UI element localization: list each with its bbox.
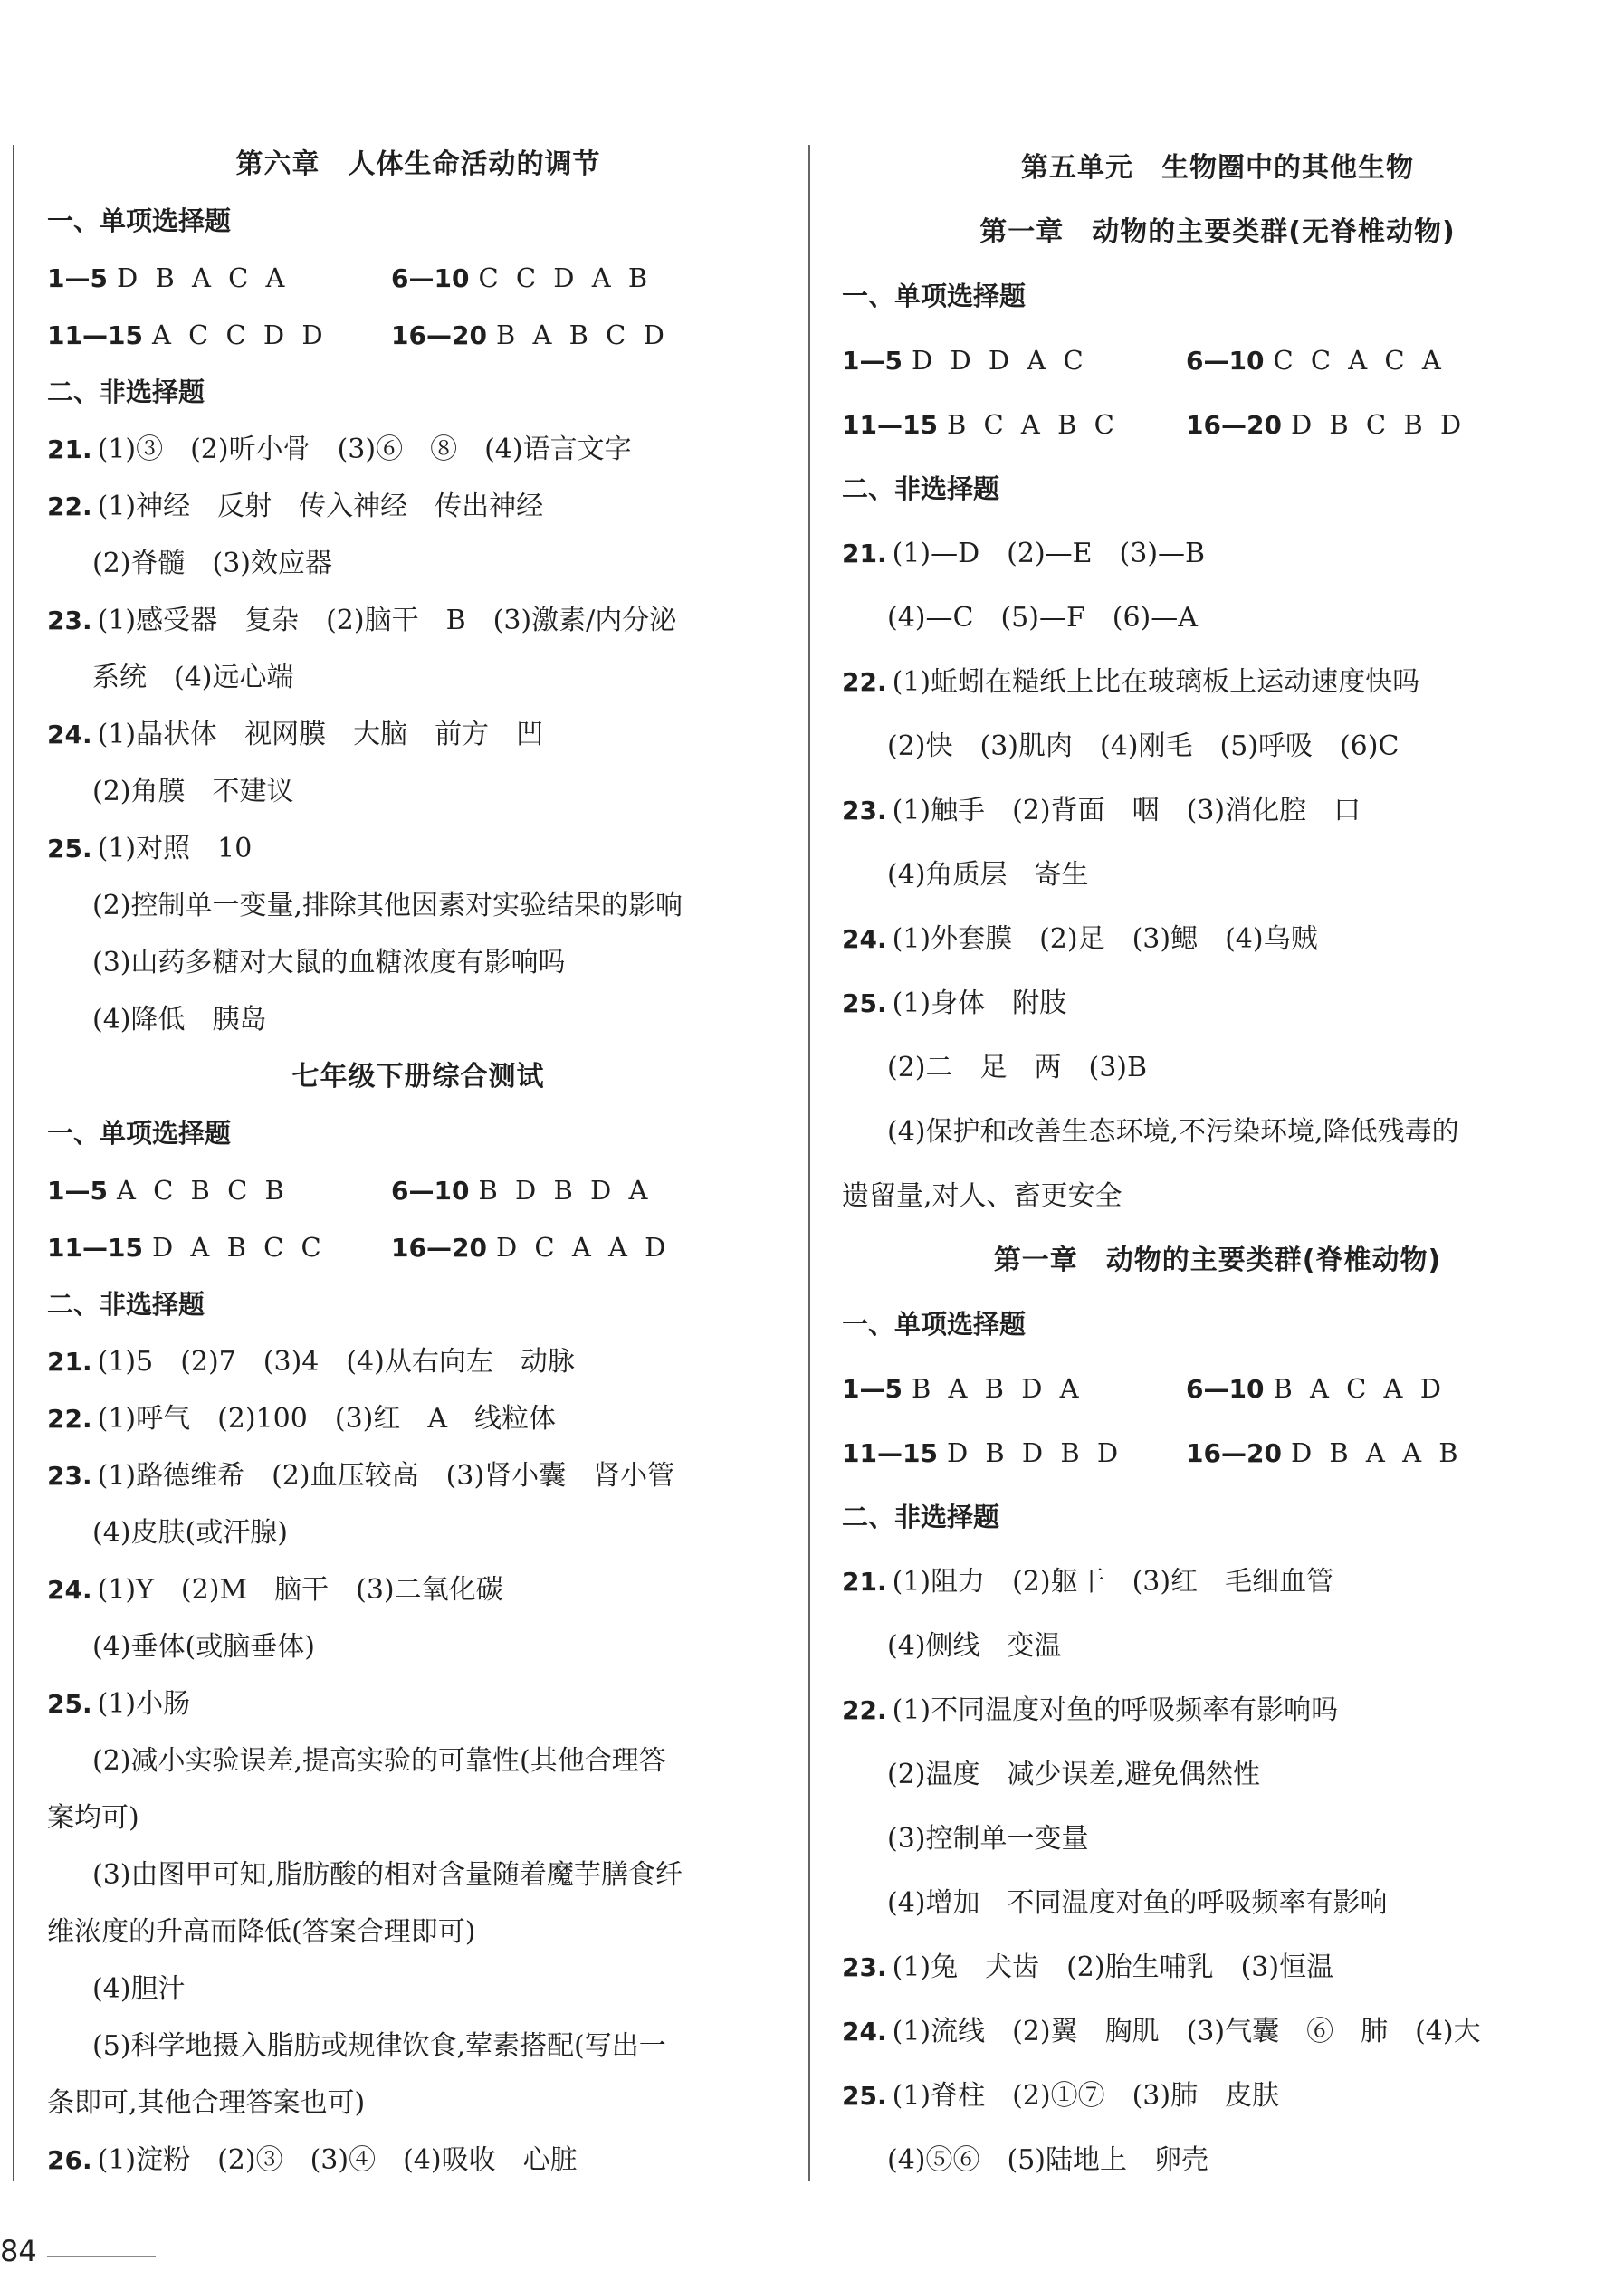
question-answer	[842, 907, 1593, 971]
choice-answer-group	[1186, 393, 1530, 457]
answer-continuation: (2)温度 减少误差,避免偶然性	[887, 1759, 1261, 1790]
choice-answers: D B A A B	[1290, 1437, 1463, 1468]
section-heading: 一、单项选择题	[842, 281, 1027, 311]
question-answer	[842, 778, 1593, 843]
choice-answers: B A B C D	[495, 320, 669, 350]
choice-answer-row	[47, 250, 789, 307]
question-number: 21.	[47, 1347, 92, 1377]
answer-continuation: (2)控制单一变量,排除其他因素对实验结果的影响	[92, 890, 683, 921]
answer-text: (1)Y (2)M 脑干 (3)二氧化碳	[97, 1574, 503, 1606]
question-number: 23.	[47, 606, 92, 635]
question-number: 25.	[47, 1689, 92, 1719]
answer-continuation: (4)保护和改善生态环境,不污染环境,降低残毒的	[887, 1116, 1459, 1148]
answer-continuation: (4)—C (5)—F (6)—A	[887, 602, 1198, 634]
section-heading: 二、非选择题	[842, 1502, 1000, 1532]
choice-answers: B D B D A	[478, 1175, 653, 1206]
answer-text: (1)晶状体 视网膜 大脑 前方 凹	[97, 719, 544, 750]
answer-text: (1)小肠	[97, 1688, 191, 1720]
question-number: 23.	[842, 796, 887, 825]
question-number: 22.	[47, 491, 92, 521]
question-answer	[47, 1675, 789, 1732]
question-answer	[47, 1390, 789, 1447]
section-heading: 一、单项选择题	[47, 205, 232, 236]
answer-continuation: 系统 (4)远心端	[92, 662, 294, 693]
choice-answer-group	[47, 307, 391, 364]
answer-continuation: (4)角质层 寄生	[887, 859, 1089, 891]
answer-continuation: (2)二 足 两 (3)B	[887, 1052, 1148, 1083]
question-number: 22.	[47, 1404, 92, 1434]
answer-wrap-line: 案均可)	[47, 1802, 139, 1834]
chapter-title: 第一章 动物的主要类群(脊椎动物)	[993, 1245, 1442, 1276]
question-range: 11—15	[842, 1438, 938, 1468]
question-number: 26.	[47, 2145, 92, 2175]
answer-text: (1)感受器 复杂 (2)脑干 B (3)激素/内分泌	[97, 605, 677, 636]
question-number: 23.	[47, 1461, 92, 1491]
answer-continuation: (4)⑤⑥ (5)陆地上 卵壳	[887, 2144, 1208, 2176]
choice-answer-group	[47, 1219, 391, 1276]
choice-answer-row	[47, 307, 789, 364]
choice-answer-row	[47, 1219, 789, 1276]
answer-text: (1)身体 附肢	[892, 988, 1067, 1019]
question-answer	[842, 1678, 1593, 1742]
question-range: 1—5	[47, 263, 108, 293]
choice-answer-row	[842, 1421, 1593, 1485]
choice-answer-group	[842, 329, 1186, 393]
answer-wrap-line: 条即可,其他合理答案也可)	[47, 2087, 366, 2119]
question-answer	[47, 820, 789, 877]
question-answer	[842, 521, 1593, 586]
choice-answers: D A B C C	[151, 1232, 326, 1263]
question-answer	[47, 478, 789, 535]
question-answer	[47, 1561, 789, 1618]
choice-answers: C C D A B	[478, 262, 653, 293]
question-number: 24.	[842, 2017, 887, 2047]
question-answer	[47, 706, 789, 763]
answer-wrap-line: 维浓度的升高而降低(答案合理即可)	[47, 1916, 476, 1948]
question-range: 16—20	[391, 320, 487, 350]
question-range: 16—20	[1186, 410, 1282, 440]
question-number: 25.	[842, 988, 887, 1018]
question-number: 21.	[842, 539, 887, 568]
chapter-title: 七年级下册综合测试	[291, 1061, 545, 1093]
choice-answer-row	[842, 1357, 1593, 1421]
question-number: 24.	[842, 924, 887, 954]
choice-answer-group	[842, 1357, 1186, 1421]
answer-text: (1)阻力 (2)躯干 (3)红 毛细血管	[892, 1566, 1334, 1598]
question-number: 25.	[47, 834, 92, 864]
choice-answer-group	[47, 1162, 391, 1219]
choice-answer-group	[47, 250, 391, 307]
choice-answers: D D D A C	[911, 345, 1088, 376]
answer-continuation: (4)胆汁	[92, 1973, 186, 2005]
answer-text: (1)外套膜 (2)足 (3)鳃 (4)乌贼	[892, 923, 1318, 955]
chapter-title: 第六章 人体生命活动的调节	[235, 148, 601, 180]
question-answer	[842, 2064, 1593, 2128]
question-range: 11—15	[47, 320, 143, 350]
question-answer	[842, 650, 1593, 714]
question-answer	[47, 1447, 789, 1504]
question-number: 25.	[842, 2081, 887, 2111]
answer-text: (1)5 (2)7 (3)4 (4)从右向左 动脉	[97, 1346, 575, 1378]
answer-continuation: (4)垂体(或脑垂体)	[92, 1631, 315, 1663]
question-number: 21.	[47, 434, 92, 464]
section-heading: 一、单项选择题	[842, 1309, 1027, 1340]
question-range: 1—5	[842, 346, 903, 376]
question-range: 6—10	[1186, 1374, 1265, 1404]
question-number: 22.	[842, 667, 887, 697]
answer-text: (1)③ (2)听小骨 (3)⑥ ⑧ (4)语言文字	[97, 434, 632, 465]
answer-text: (1)神经 反射 传入神经 传出神经	[97, 491, 544, 522]
question-answer	[842, 971, 1593, 1035]
answer-text: (1)蚯蚓在糙纸上比在玻璃板上运动速度快吗	[892, 666, 1420, 698]
question-answer	[842, 1550, 1593, 1614]
choice-answers: B A C A D	[1273, 1373, 1446, 1404]
choice-answers: B A B D A	[911, 1373, 1084, 1404]
left-column	[47, 136, 789, 2189]
choice-answers: D C A A D	[495, 1232, 671, 1263]
chapter-title: 第五单元 生物圈中的其他生物	[1021, 152, 1414, 184]
choice-answers: D B D B D	[946, 1437, 1123, 1468]
answer-continuation: (4)皮肤(或汗腺)	[92, 1517, 288, 1549]
choice-answer-group	[391, 1162, 735, 1219]
chapter-title: 第一章 动物的主要类群(无脊椎动物)	[979, 216, 1456, 248]
answer-continuation: (2)减小实验误差,提高实验的可靠性(其他合理答	[92, 1745, 666, 1777]
answer-continuation: (4)侧线 变温	[887, 1630, 1062, 1662]
question-answer	[47, 592, 789, 649]
question-range: 11—15	[842, 410, 938, 440]
answer-continuation: (5)科学地摄入脂肪或规律饮食,荤素搭配(写出一	[92, 2030, 666, 2062]
question-range: 11—15	[47, 1233, 143, 1263]
question-answer	[842, 1999, 1593, 2064]
question-answer	[842, 1935, 1593, 1999]
choice-answer-row	[842, 329, 1593, 393]
answer-text: (1)兔 犬齿 (2)胎生哺乳 (3)恒温	[892, 1951, 1334, 1983]
question-answer	[47, 2132, 789, 2189]
choice-answer-group	[1186, 1421, 1530, 1485]
question-number: 21.	[842, 1567, 887, 1597]
answer-continuation: (4)增加 不同温度对鱼的呼吸频率有影响	[887, 1887, 1388, 1919]
choice-answers: A C C D D	[151, 320, 328, 350]
question-number: 24.	[47, 1575, 92, 1605]
question-range: 6—10	[391, 263, 470, 293]
answer-text: (1)路德维希 (2)血压较高 (3)肾小囊 肾小管	[97, 1460, 675, 1492]
column-divider	[808, 145, 810, 2181]
answer-continuation: (3)由图甲可知,脂肪酸的相对含量随着魔芋膳食纤	[92, 1859, 683, 1891]
answer-text: (1)流线 (2)翼 胸肌 (3)气囊 ⑥ 肺 (4)大	[892, 2016, 1481, 2047]
question-number: 23.	[842, 1952, 887, 1982]
answer-wrap-line: 遗留量,对人、畜更安全	[842, 1180, 1122, 1212]
answer-continuation: (2)角膜 不建议	[92, 776, 294, 807]
choice-answer-group	[391, 250, 735, 307]
answer-text: (1)呼气 (2)100 (3)红 A 线粒体	[97, 1403, 557, 1435]
choice-answer-row	[47, 1162, 789, 1219]
answer-text: (1)淀粉 (2)③ (3)④ (4)吸收 心脏	[97, 2144, 578, 2176]
answer-continuation: (3)控制单一变量	[887, 1823, 1089, 1855]
question-range: 6—10	[391, 1176, 470, 1206]
choice-answer-group	[842, 393, 1186, 457]
answer-text: (1)脊柱 (2)①⑦ (3)肺 皮肤	[892, 2080, 1280, 2112]
section-heading: 二、非选择题	[842, 473, 1000, 504]
answer-continuation: (3)山药多糖对大鼠的血糖浓度有影响吗	[92, 947, 566, 978]
choice-answers: C C A C A	[1273, 345, 1446, 376]
question-number: 22.	[842, 1695, 887, 1725]
section-heading: 二、非选择题	[47, 1289, 205, 1320]
section-heading: 二、非选择题	[47, 377, 205, 407]
choice-answer-group	[1186, 329, 1530, 393]
page-number: 84	[0, 2234, 37, 2268]
section-heading: 一、单项选择题	[47, 1118, 232, 1149]
question-range: 16—20	[391, 1233, 487, 1263]
question-range: 1—5	[47, 1176, 108, 1206]
answer-text: (1)触手 (2)背面 咽 (3)消化腔 口	[892, 795, 1361, 826]
answer-text: (1)—D (2)—E (3)—B	[892, 538, 1206, 569]
answer-text: (1)对照 10	[97, 833, 253, 864]
choice-answer-row	[842, 393, 1593, 457]
answer-text: (1)不同温度对鱼的呼吸频率有影响吗	[892, 1694, 1339, 1726]
answer-continuation: (4)降低 胰岛	[92, 1004, 267, 1035]
choice-answer-group	[842, 1421, 1186, 1485]
choice-answer-group	[391, 1219, 735, 1276]
choice-answers: B C A B C	[946, 409, 1119, 440]
question-range: 1—5	[842, 1374, 903, 1404]
question-range: 6—10	[1186, 346, 1265, 376]
choice-answers: A C B C B	[116, 1175, 289, 1206]
question-answer	[47, 1333, 789, 1390]
page-number-rule	[47, 2256, 156, 2257]
question-number: 24.	[47, 720, 92, 749]
choice-answer-group	[391, 307, 735, 364]
choice-answers: D B C B D	[1290, 409, 1466, 440]
answer-continuation: (2)脊髓 (3)效应器	[92, 548, 332, 579]
question-range: 16—20	[1186, 1438, 1282, 1468]
left-margin-rule	[13, 145, 14, 2181]
answer-continuation: (2)快 (3)肌肉 (4)刚毛 (5)呼吸 (6)C	[887, 730, 1400, 762]
choice-answer-group	[1186, 1357, 1530, 1421]
choice-answers: D B A C A	[116, 262, 290, 293]
question-answer	[47, 421, 789, 478]
right-column	[842, 136, 1593, 2192]
